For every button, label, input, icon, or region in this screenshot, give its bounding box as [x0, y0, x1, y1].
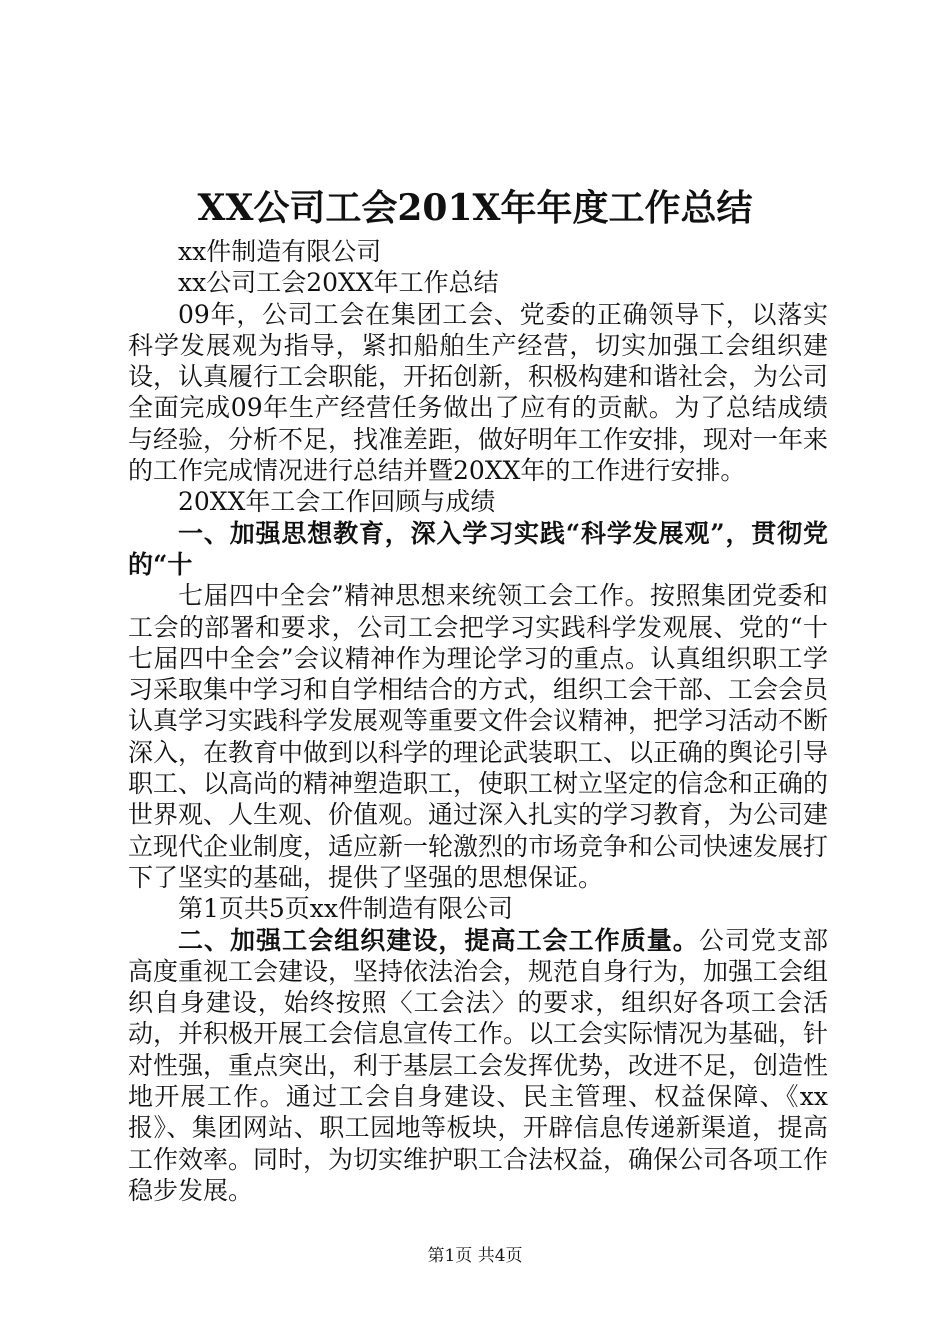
company-name-line: xx件制造有限公司 — [178, 237, 382, 266]
section-two-heading: 二、加强工会组织建设，提高工会工作质量。 — [178, 925, 699, 955]
document-title: XX公司工会201X年年度工作总结 — [197, 187, 753, 229]
section-two-text: 公司党支部高度重视工会建设，坚持依法治会，规范自身行为，加强工会组织自身建设，始终按照〈工会法〉的要求，组织好各项工会活动，并积极开展工会信息宣传工作。以工会实际情况为基础，针对性强，重点突出，利于基层工会发挥优势，改进不足，创造性地开展工作。通过工会自身建设、民主管理、权益保障、《xx报》、集团网站、职工园地等板块，开辟信息传递新渠道，提高工作效率。同时，为切实维护职工合法权益，确保公司各项工作稳步发展。 — [128, 925, 829, 1205]
report-subtitle-line: xx公司工会20XX年工作总结 — [178, 268, 499, 298]
document-body — [128, 236, 828, 1206]
inline-page-marker: 第1页共5页xx件制造有限公司 — [178, 894, 514, 924]
section-one-paragraph: 七届四中全会”精神思想来统领工会工作。按照集团党委和工会的部署和要求，公司工会把学习实践科学发观展、党的“十七届四中全会”会议精神作为理论学习的重点。认真组织职工学习采取集中学习和自学相结合的方式，组织工会干部、工会会员认真学习实践科学发展观等重要文件会议精神，把学习活动不断深入，在教育中做到以科学的理论武装职工、以正确的舆论引导职工、以高尚的精神塑造职工，使职工树立坚定的信念和正确的世界观、人生观、价值观。通过深入扎实的学习教育，为公司建立现代企业制度，适应新一轮激烈的市场竞争和公司快速发展打下了坚实的基础，提供了坚强的思想保证。 — [128, 581, 829, 892]
page-footer: 第1页 共4页 — [427, 1246, 523, 1266]
section-one-heading: 一、加强思想教育，深入学习实践“科学发展观”，贯彻党的“十 — [128, 518, 828, 579]
section-two-paragraph — [128, 925, 828, 1207]
review-heading: 20XX年工会工作回顾与成绩 — [178, 487, 496, 517]
intro-paragraph: 09年，公司工会在集团工会、党委的正确领导下，以落实科学发展观为指导，紧扣船舶生产经营，切实加强工会组织建设，认真履行工会职能，开拓创新，积极构建和谐社会，为公司全面完成09年生产经营任务做出了应有的贡献。为了总结成绩与经验，分析不足，找准差距，做好明年工作安排，现对一年来的工作完成情况进行总结并暨20XX年的工作进行安排。 — [128, 299, 829, 486]
